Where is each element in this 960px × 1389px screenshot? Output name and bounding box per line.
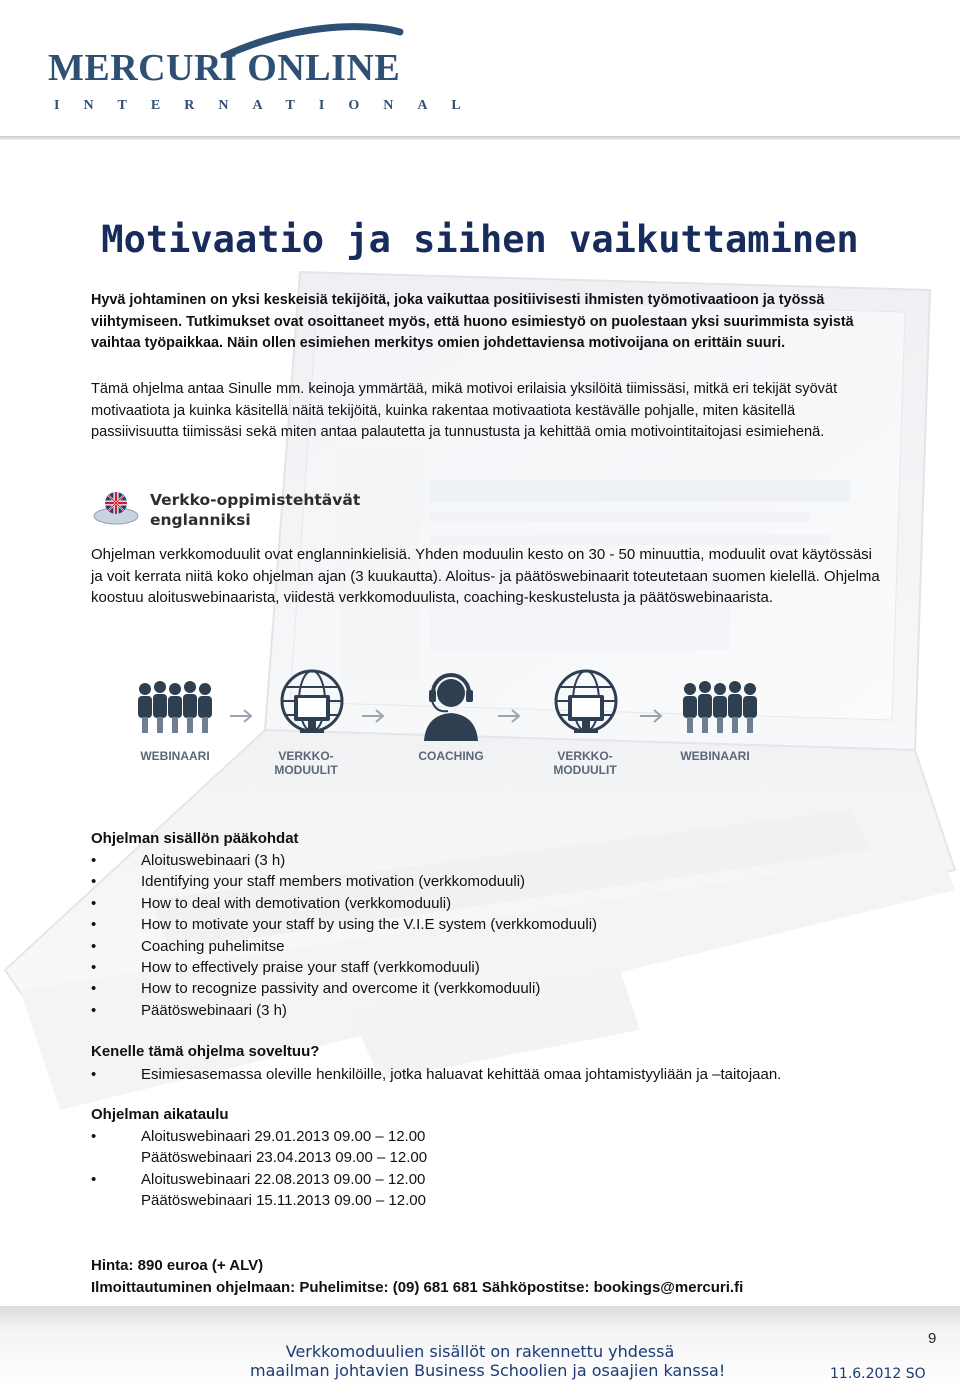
bullet-icon: • (91, 980, 97, 998)
header-divider (0, 136, 960, 140)
bullet-icon: • (91, 873, 97, 891)
list-item (91, 1169, 427, 1190)
logo-subtitle: INTERNATIONAL (54, 98, 485, 113)
bullet-icon: • (91, 937, 97, 955)
uk-flag-icon (92, 488, 144, 528)
bullet-icon: • (91, 852, 97, 869)
page-number: 9 (928, 1330, 937, 1347)
flow-label-modules-2: VERKKO- MODUULIT (553, 749, 617, 777)
schedule-list (91, 1126, 427, 1212)
list-item (91, 1147, 427, 1168)
bullet-icon: • (91, 959, 97, 977)
bullet-icon: • (91, 916, 97, 934)
audience-heading: Kenelle tämä ohjelma soveltuu? (91, 1043, 320, 1060)
flow-label-webinar-1: WEBINAARI (140, 749, 210, 763)
price-text: Hinta: 890 euroa (+ ALV) (91, 1257, 264, 1274)
badge-line-2: englanniksi (150, 511, 251, 529)
arrow-right-icon (230, 709, 256, 723)
list-item (91, 1190, 427, 1211)
list-item-text: Esimiesasemassa oleville henkilöille, jotka haluavat kehittää omaa johtamistyyliään ja –taitojaan. (141, 1066, 782, 1083)
page-header (0, 0, 960, 138)
webinar-people-icon (675, 677, 765, 737)
list-item-text: Coaching puhelimitse (141, 937, 285, 955)
arrow-right-icon (362, 709, 388, 723)
bullet-icon: • (91, 894, 97, 912)
intro-bold-paragraph: Hyvä johtaminen on yksi keskeisiä tekijöitä, joka vaikuttaa positiivisesti ihmisten työmotivaatioon ja työssä viihtymiseen. Tutkimukset ovat osoittaneet myös, että huono esimiestyö on puolestaan yksi suurimmista syistä vaihtaa työpaikkaa. Näin ollen esimiehen merkitys omien johdettaviensa motivoijana on erittäin suuri. (91, 292, 854, 351)
price-block (91, 1255, 743, 1299)
webinar-people-icon (130, 677, 220, 737)
arrow-right-icon (640, 709, 666, 723)
intro-paragraph: Tämä ohjelma antaa Sinulle mm. keinoja ymmärtää, mikä motivoi erilaisia yksilöitä tiimissäsi, mitkä eri tekijät syövät motivaatiota ja kuinka käsitellä näitä tekijöitä, kuinka rakentaa motivaatiota kestävälle pohjalle, miten käsitellä passiivisuutta tiimissäsi sekä miten antaa palautetta ja tunnustusta ja kehittää omia motivointitaitojasi esimiehenä. (91, 381, 838, 440)
list-item (91, 893, 597, 914)
flow-label-coaching: COACHING (418, 749, 484, 763)
registration-text: Ilmoittautuminen ohjelmaan: Puhelimitse: (09) 681 681 Sähköpostitse: bookings@mercuri.fi (91, 1279, 744, 1296)
list-item-text: Identifying your staff members motivation (verkkomoduuli) (141, 873, 526, 891)
list-item-text: How to deal with demotivation (verkkomoduuli) (141, 894, 452, 912)
globe-monitor-icon (546, 667, 626, 743)
program-flow (100, 665, 800, 785)
globe-monitor-icon (272, 667, 352, 743)
list-item (91, 936, 597, 957)
list-item (91, 978, 597, 999)
footer-line-1: Verkkomoduulien sisällöt on rakennettu yhdessä (285, 1342, 675, 1361)
list-item (91, 914, 597, 935)
schedule-heading: Ohjelman aikataulu (91, 1106, 229, 1123)
mercuri-logo (44, 18, 485, 113)
list-item-text: How to recognize passivity and overcome it (verkkomoduuli) (141, 980, 541, 998)
list-item-text: How to motivate your staff by using the V.I.E system (verkkomoduuli) (141, 916, 598, 934)
schedule-line: Päätöswebinaari 15.11.2013 09.00 – 12.00 (141, 1192, 426, 1210)
list-item (91, 1126, 427, 1147)
flow-label-modules-1: VERKKO- MODUULIT (274, 749, 338, 777)
audience-list (91, 1064, 781, 1085)
modules-paragraph: Ohjelman verkkomoduulit ovat englanninkielisiä. Yhden moduulin kesto on 30 - 50 minuuttia, moduulit ovat käytössäsi ja voit kerrata niitä koko ohjelman ajan (3 kuukautta). Aloitus- ja päätöswebinaarit toteutetaan suomen kielellä. Ohjelma koostuu aloituswebinaarista, viidestä verkkomoduulista, coaching-keskustelusta ja päätöswebinaarista. (91, 546, 880, 606)
contents-heading: Ohjelman sisällön pääkohdat (91, 830, 299, 847)
list-item-text: Päätöswebinaari (3 h) (141, 1001, 287, 1019)
arrow-right-icon (498, 709, 524, 723)
contents-list (91, 850, 597, 1021)
footer-line-2: maailman johtavien Business Schoolien ja osaajien kanssa! (250, 1361, 726, 1380)
badge-line-1: Verkko-oppimistehtävät (150, 491, 361, 509)
list-item (91, 850, 597, 871)
page-title: Motivaatio ja siihen vaikuttaminen (101, 218, 859, 261)
bullet-icon: • (91, 1066, 97, 1083)
list-item-text: Aloituswebinaari (3 h) (141, 852, 286, 869)
list-item (91, 957, 597, 978)
schedule-line: Päätöswebinaari 23.04.2013 09.00 – 12.00 (141, 1149, 428, 1167)
list-item (91, 1000, 597, 1021)
schedule-line: Aloituswebinaari 29.01.2013 09.00 – 12.00 (141, 1128, 426, 1145)
footer-date: 11.6.2012 SO (830, 1366, 926, 1382)
list-item (91, 1064, 781, 1085)
bullet-icon: • (91, 1170, 97, 1188)
flow-label-webinar-2: WEBINAARI (680, 749, 750, 763)
english-modules-badge (92, 486, 392, 536)
bullet-icon: • (91, 1001, 97, 1019)
list-item-text: How to effectively praise your staff (verkkomoduuli) (141, 959, 480, 977)
logo-name: MERCURI ONLINE (48, 47, 401, 89)
schedule-line: Aloituswebinaari 22.08.2013 09.00 – 12.00 (141, 1170, 426, 1188)
list-item (91, 871, 597, 892)
coaching-headset-icon (418, 671, 484, 743)
bullet-icon: • (91, 1128, 97, 1145)
